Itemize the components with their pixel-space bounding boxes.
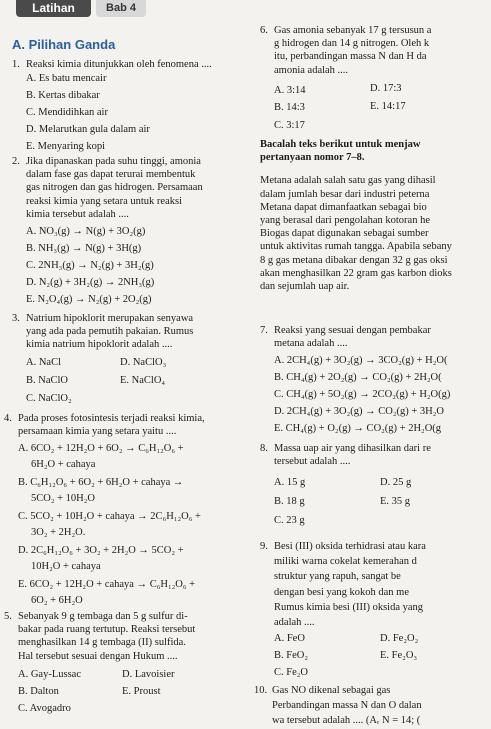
question-number: 1. bbox=[12, 59, 20, 70]
option-e[interactable]: E. Fe₂O₃ bbox=[380, 650, 418, 661]
text-line: dengan besi yang kokoh dan me bbox=[274, 586, 410, 598]
question-number: 5. bbox=[4, 611, 12, 622]
option-e[interactable]: E. 6CO₂ + 12H₂O + cahaya → C₆H₁₂O₆ + bbox=[18, 579, 196, 590]
text-line: dan sejumlah uap air. bbox=[260, 281, 350, 293]
text-line: Bacalah teks berikut untuk menjaw bbox=[260, 139, 421, 150]
text-line: Pada proses fotosintesis terjadi reaksi kimia, bbox=[18, 413, 205, 424]
text-line: struktur yang rapuh, sangat be bbox=[274, 571, 401, 583]
text-line: Sebanyak 9 g tembaga dan 5 g sulfur di- bbox=[18, 611, 188, 622]
option-c[interactable]: C. NaClO₂ bbox=[26, 393, 72, 404]
option-d[interactable]: D. Melarutkan gula dalam air bbox=[26, 124, 150, 135]
question-text bbox=[274, 24, 431, 77]
text-line: Perbandingan massa N dan O dalan bbox=[272, 700, 422, 712]
option-c[interactable]: C. Avogadro bbox=[18, 703, 71, 714]
passage-body bbox=[260, 174, 491, 293]
text-line: untuk aktivitas rumah tangga. Apabila sebany bbox=[260, 241, 452, 253]
option-b[interactable]: B. NaClO bbox=[26, 375, 68, 386]
text-line: tersebut adalah .... bbox=[274, 456, 351, 468]
option-b[interactable]: B. FeO₂ bbox=[274, 650, 308, 661]
text-line: Metana adalah salah satu gas yang dihasil bbox=[260, 175, 436, 187]
option-b[interactable]: B. C₆H₁₂O₆ + 6O₂ + 6H₂O + cahaya → bbox=[18, 477, 184, 488]
tab-latihan[interactable]: Latihan bbox=[16, 0, 91, 17]
question-number: 3. bbox=[12, 313, 20, 324]
question-text bbox=[274, 324, 431, 350]
text-line: Jika dipanaskan pada suhu tinggi, amonia bbox=[26, 156, 201, 167]
question-text bbox=[26, 155, 203, 221]
text-line: miliki warna cokelat kemerahan d bbox=[274, 556, 417, 568]
option-c[interactable]: C. CH₄(g) + 5O₂(g) → 2CO₂(g) + H₂O(g) bbox=[274, 389, 451, 400]
option-d[interactable]: D. 2CH₄(g) + 3O₂(g) → CO₂(g) + 3H₂O bbox=[274, 406, 444, 417]
text-line: metana adalah .... bbox=[274, 338, 348, 350]
option-b[interactable]: B. Dalton bbox=[18, 686, 59, 697]
question-text bbox=[18, 412, 205, 438]
text-line: akan menghasilkan 22 gram gas karbon dioks bbox=[260, 267, 452, 279]
option-c-cont: 3O₂ + 2H₂O. bbox=[31, 527, 86, 538]
option-c[interactable]: C. Mendidihkan air bbox=[26, 107, 108, 118]
option-e[interactable]: E. N₂O₄(g) → N₂(g) + 2O₂(g) bbox=[26, 294, 152, 305]
text-line: 8 g gas metana dibakar dengan 32 g gas oksi bbox=[260, 254, 448, 266]
question-text bbox=[18, 610, 195, 663]
question-number: 6. bbox=[260, 25, 268, 36]
option-a[interactable]: A. NaCl bbox=[26, 357, 61, 368]
option-b[interactable]: B. NH₃(g) → N(g) + 3H(g) bbox=[26, 243, 142, 254]
option-d[interactable]: D. NaClO₃ bbox=[120, 357, 167, 368]
option-e-cont: 6O₂ + 6H₂O bbox=[31, 595, 83, 606]
text-line: Metana dapat dimanfaatkan sebagai bio bbox=[260, 201, 427, 213]
reading-passage bbox=[260, 138, 491, 293]
question-text bbox=[26, 312, 193, 352]
text-line: Rumus kimia besi (III) oksida yang bbox=[274, 601, 424, 613]
option-a[interactable]: A. Es batu mencair bbox=[26, 73, 107, 84]
question-number: 10. bbox=[254, 685, 268, 696]
text-line: dalam fase gas dapat terurai membentuk bbox=[26, 169, 196, 181]
text-line: g hidrogen dan 14 g nitrogen. Oleh k bbox=[274, 38, 430, 50]
option-e[interactable]: E. NaClO₄ bbox=[120, 375, 166, 386]
question-text: Reaksi kimia ditunjukkan oleh fenomena .... bbox=[26, 59, 212, 70]
text-line: Natrium hipoklorit merupakan senyawa bbox=[26, 313, 194, 324]
tab-bab-4[interactable]: Bab 4 bbox=[96, 0, 146, 17]
text-line: kimia tersebut adalah .... bbox=[26, 208, 129, 220]
text-line: yang ada pada pemutih pakaian. Rumus bbox=[26, 326, 194, 338]
option-e[interactable]: E. Proust bbox=[122, 686, 161, 697]
option-a[interactable]: A. 6CO₂ + 12H₂O + 6O₂ → C₆H₁₂O₆ + bbox=[18, 443, 184, 454]
text-line: reaksi kimia yang setara untuk reaksi bbox=[26, 195, 182, 207]
option-b[interactable]: B. CH₄(g) + 2O₂(g) → CO₂(g) + 2H₂O( bbox=[274, 372, 442, 383]
option-a[interactable]: A. 2CH₄(g) + 3O₂(g) → 3CO₂(g) + H₂O( bbox=[274, 355, 448, 366]
option-a-cont: 6H₂O + cahaya bbox=[31, 459, 96, 470]
option-d[interactable]: D. Fe₂O₂ bbox=[380, 633, 419, 644]
text-line: Massa uap air yang dihasilkan dari re bbox=[274, 443, 431, 454]
option-b[interactable]: B. 14:3 bbox=[274, 102, 305, 113]
text-line: Gas amonia sebanyak 17 g tersusun a bbox=[274, 25, 432, 36]
text-line: adalah .... bbox=[274, 617, 315, 629]
header-tabs bbox=[0, 0, 491, 18]
question-number: 9. bbox=[260, 541, 268, 552]
text-line: dalam jumlah besar dari industri peterna bbox=[260, 188, 430, 200]
option-d[interactable]: D. 17:3 bbox=[370, 83, 402, 94]
passage-title bbox=[260, 138, 491, 164]
option-c[interactable]: C. Fe₂O bbox=[274, 667, 308, 678]
text-line: kimia natrium hipoklorit adalah .... bbox=[26, 339, 173, 351]
question-number: 4. bbox=[4, 413, 12, 424]
option-a[interactable]: A. Gay-Lussac bbox=[18, 669, 81, 680]
option-c[interactable]: C. 5CO₂ + 10H₂O + cahaya → 2C₆H₁₂O₆ + bbox=[18, 511, 201, 522]
text-line: amonia adalah .... bbox=[274, 64, 349, 76]
question-number: 8. bbox=[260, 443, 268, 454]
option-d[interactable]: D. 2C₆H₁₂O₆ + 3O₂ + 2H₂O → 5CO₂ + bbox=[18, 545, 184, 556]
option-d[interactable]: D. N₂(g) + 3H₂(g) → 2NH₃(g) bbox=[26, 277, 155, 288]
question-text bbox=[272, 684, 422, 728]
option-e[interactable]: E. CH₄(g) + O₂(g) → CO₂(g) + 2H₂O(g bbox=[274, 423, 442, 434]
option-b[interactable]: B. Kertas dibakar bbox=[26, 90, 100, 101]
text-line: pertanyaan nomor 7–8. bbox=[260, 152, 365, 164]
text-line: persamaan kimia yang setara yaitu .... bbox=[18, 426, 177, 438]
text-line: Besi (III) oksida terhidrasi atau kara bbox=[274, 541, 426, 552]
option-a[interactable]: A. FeO bbox=[274, 633, 305, 644]
text-line: Hal tersebut sesuai dengan Hukum .... bbox=[18, 650, 178, 662]
option-b[interactable]: B. 18 g bbox=[274, 496, 305, 507]
question-text bbox=[274, 540, 426, 629]
option-e[interactable]: E. 35 g bbox=[380, 496, 411, 507]
option-d[interactable]: D. 25 g bbox=[380, 477, 412, 488]
option-a[interactable]: A. NO₃(g) → N(g) + 3O₂(g) bbox=[26, 226, 146, 237]
text-line: Biogas dapat digunakan sebagai sumber bbox=[260, 228, 429, 240]
text-line: wa tersebut adalah .... (Aᵣ N = 14; ( bbox=[272, 715, 421, 727]
question-text bbox=[274, 442, 431, 468]
text-line: itu, perbandingan massa N dan H da bbox=[274, 51, 427, 63]
option-d[interactable]: D. Lavoisier bbox=[122, 669, 175, 680]
section-title: A. Pilihan Ganda bbox=[12, 37, 116, 52]
question-number: 7. bbox=[260, 325, 268, 336]
option-d-cont: 10H₂O + cahaya bbox=[31, 561, 101, 572]
text-line: bakar pada ruang tertutup. Reaksi tersebut bbox=[18, 624, 196, 636]
text-line: Reaksi yang sesuai dengan pembakar bbox=[274, 325, 431, 336]
option-a[interactable]: A. 15 g bbox=[274, 477, 306, 488]
option-c[interactable]: C. 3:17 bbox=[274, 120, 305, 131]
text-line: yang berasal dari pengolahan kotoran he bbox=[260, 215, 430, 227]
text-line: menghasilkan 14 g tembaga (II) sulfida. bbox=[18, 637, 186, 649]
option-a[interactable]: A. 3:14 bbox=[274, 85, 306, 96]
option-e[interactable]: E. Menyaring kopi bbox=[26, 141, 106, 152]
option-e[interactable]: E. 14:17 bbox=[370, 101, 406, 112]
question-number: 2. bbox=[12, 156, 20, 167]
option-b-cont: 5CO₂ + 10H₂O bbox=[31, 493, 95, 504]
text-line: gas nitrogen dan gas hidrogen. Persamaan bbox=[26, 182, 203, 194]
text-line: Gas NO dikenal sebagai gas bbox=[272, 685, 391, 696]
option-c[interactable]: C. 2NH₃(g) → N₂(g) + 3H₂(g) bbox=[26, 260, 154, 271]
option-c[interactable]: C. 23 g bbox=[274, 515, 305, 526]
